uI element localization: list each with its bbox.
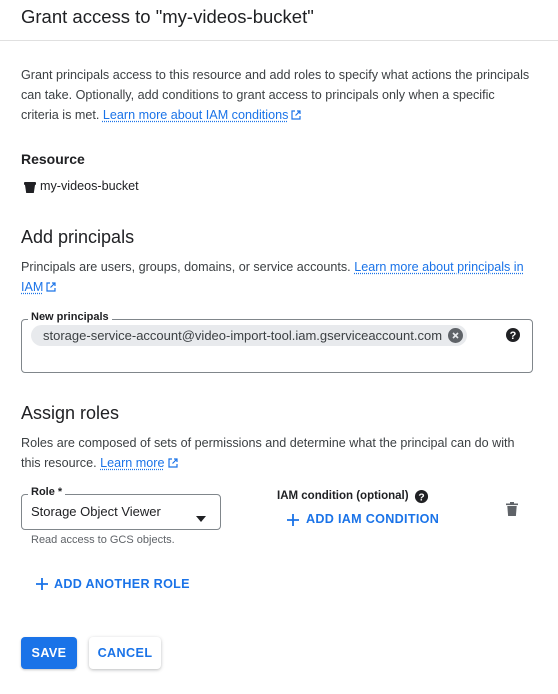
external-link-icon — [46, 282, 56, 292]
cancel-button[interactable]: CANCEL — [89, 637, 161, 669]
assign-roles-heading: Assign roles — [21, 403, 120, 423]
role-hint: Read access to GCS objects. — [31, 534, 175, 546]
roles-learn-more-link[interactable]: Learn more — [100, 456, 177, 470]
chip-remove-icon[interactable] — [448, 328, 463, 343]
external-link-icon — [291, 110, 301, 120]
principal-chip-label: storage-service-account@video-import-tool.iam.gserviceaccount.com — [43, 328, 443, 343]
add-iam-condition-button[interactable]: ADD IAM CONDITION — [306, 512, 440, 526]
resource-name: my-videos-bucket — [40, 179, 139, 193]
iam-condition-label: IAM condition (optional) — [277, 490, 409, 502]
svg-text:?: ? — [418, 492, 425, 504]
role-label: Role * — [28, 486, 65, 498]
resource-label: Resource — [21, 151, 85, 167]
dialog-title: Grant access to "my-videos-bucket" — [21, 6, 314, 27]
principals-description: Principals are users, groups, domains, or service accounts. Learn more about principals in IAM — [21, 260, 524, 294]
external-link-icon — [168, 458, 178, 468]
intro-text — [21, 65, 531, 125]
add-another-role-button[interactable]: ADD ANOTHER ROLE — [54, 577, 190, 591]
add-principals-heading: Add principals — [21, 227, 135, 247]
principals-link[interactable]: Learn more about principals in IAM — [21, 260, 524, 294]
bucket-icon — [23, 180, 37, 194]
roles-description: Roles are composed of sets of permissions and determine what the principal can do with this resource. Learn more — [21, 436, 515, 470]
iam-conditions-link[interactable]: Learn more about IAM conditions — [103, 108, 302, 122]
new-principals-label: New principals — [28, 311, 112, 323]
plus-icon[interactable] — [287, 513, 299, 525]
principal-chip[interactable] — [31, 325, 467, 346]
dropdown-arrow-icon[interactable] — [195, 509, 207, 515]
help-icon[interactable] — [414, 489, 429, 504]
save-button[interactable]: SAVE — [21, 637, 77, 669]
role-value: Storage Object Viewer — [31, 504, 161, 519]
help-icon[interactable] — [505, 327, 521, 343]
intro-description: Grant principals access to this resource and add roles to specify what actions the principals can take. Optionally, add conditions to grant access to principals only when a specific criteria is met. — [21, 68, 530, 122]
svg-text:?: ? — [509, 330, 517, 342]
delete-icon[interactable] — [506, 502, 518, 516]
plus-icon[interactable] — [36, 577, 48, 589]
